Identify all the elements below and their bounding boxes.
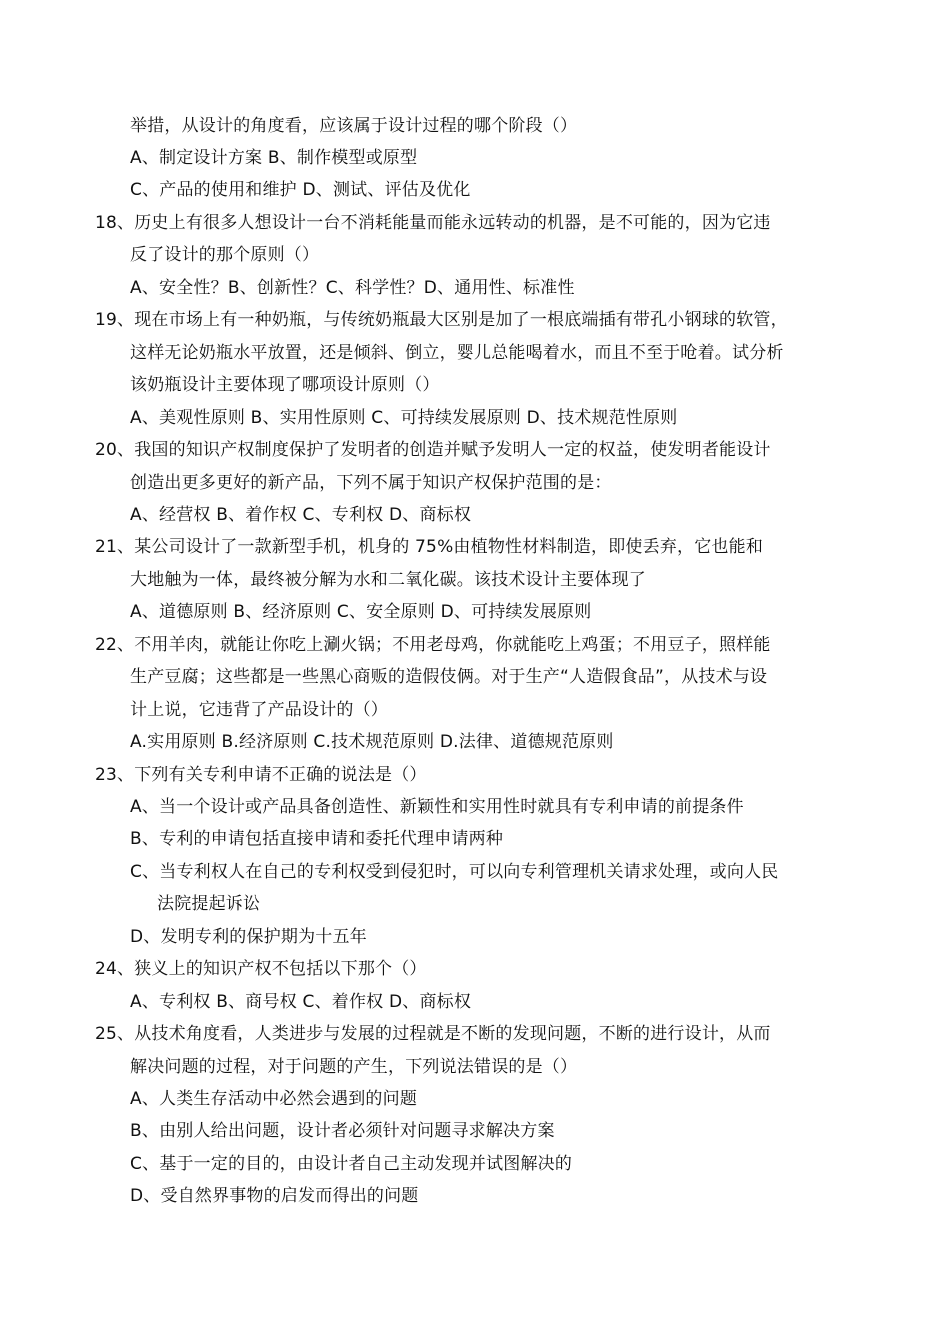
option-line: C、产品的使用和维护 D、测试、评估及优化 [130,180,471,200]
question-19: 19、现在市场上有一种奶瓶，与传统奶瓶最大区别是加了一根底端插有带孔小钢球的软管， [95,310,788,330]
option-line: A、人类生存活动中必然会遇到的问题 [130,1089,418,1109]
text-line: 计上说，它违背了产品设计的（） [130,700,388,720]
question-22: 22、不用羊肉，就能让你吃上涮火锅；不用老母鸡，你就能吃上鸡蛋；不用豆子，照样能 [95,635,771,655]
option-line: A、当一个设计或产品具备创造性、新颖性和实用性时就具有专利申请的前提条件 [130,797,744,817]
text-line: 解决问题的过程，对于问题的产生，下列说法错误的是（） [130,1057,578,1077]
text-line: 举措，从设计的角度看，应该属于设计过程的哪个阶段（） [130,116,578,136]
text-line: 创造出更多更好的新产品，下列不属于知识产权保护范围的是： [130,473,612,493]
option-line: A、道德原则 B、经济原则 C、安全原则 D、可持续发展原则 [130,602,592,622]
option-line: A、经营权 B、着作权 C、专利权 D、商标权 [130,505,472,525]
option-line: A.实用原则 B.经济原则 C.技术规范原则 D.法律、道德规范原则 [130,732,614,752]
option-line: A、制定设计方案 B、制作模型或原型 [130,148,418,168]
question-24: 24、狭义上的知识产权不包括以下那个（） [95,959,427,979]
option-line: A、美观性原则 B、实用性原则 C、可持续发展原则 D、技术规范性原则 [130,408,678,428]
option-line: A、专利权 B、商号权 C、着作权 D、商标权 [130,992,472,1012]
text-line: 法院提起诉讼 [157,894,261,914]
question-25: 25、从技术角度看，人类进步与发展的过程就是不断的发现问题，不断的进行设计，从而 [95,1024,771,1044]
text-line: 这样无论奶瓶水平放置，还是倾斜、倒立，婴儿总能喝着水，而且不至于呛着。试分析 [130,343,784,363]
option-line: D、受自然界事物的启发而得出的问题 [130,1186,419,1206]
option-line: D、发明专利的保护期为十五年 [130,927,367,947]
option-line: B、由别人给出问题，设计者必须针对问题寻求解决方案 [130,1121,555,1141]
text-line: 该奶瓶设计主要体现了哪项设计原则（） [130,375,440,395]
question-20: 20、我国的知识产权制度保护了发明者的创造并赋予发明人一定的权益，使发明者能设计 [95,440,771,460]
text-line: 生产豆腐；这些都是一些黑心商贩的造假伎俩。对于生产“人造假食品”，从技术与设 [130,667,768,687]
question-21: 21、某公司设计了一款新型手机，机身的 75%由植物性材料制造，即使丢弃，它也能和 [95,537,764,557]
option-line: A、安全性？B、创新性？C、科学性？D、通用性、标准性 [130,278,575,298]
text-line: 反了设计的那个原则（） [130,245,320,265]
option-line: B、专利的申请包括直接申请和委托代理申请两种 [130,829,504,849]
text-line: 大地触为一体，最终被分解为水和二氧化碳。该技术设计主要体现了 [130,570,646,590]
option-line: C、基于一定的目的，由设计者自己主动发现并试图解决的 [130,1154,573,1174]
question-23: 23、下列有关专利申请不正确的说法是（） [95,765,427,785]
question-18: 18、历史上有很多人想设计一台不消耗能量而能永远转动的机器，是不可能的，因为它违 [95,213,771,233]
option-line: C、当专利权人在自己的专利权受到侵犯时，可以向专利管理机关请求处理，或向人民 [130,862,779,882]
